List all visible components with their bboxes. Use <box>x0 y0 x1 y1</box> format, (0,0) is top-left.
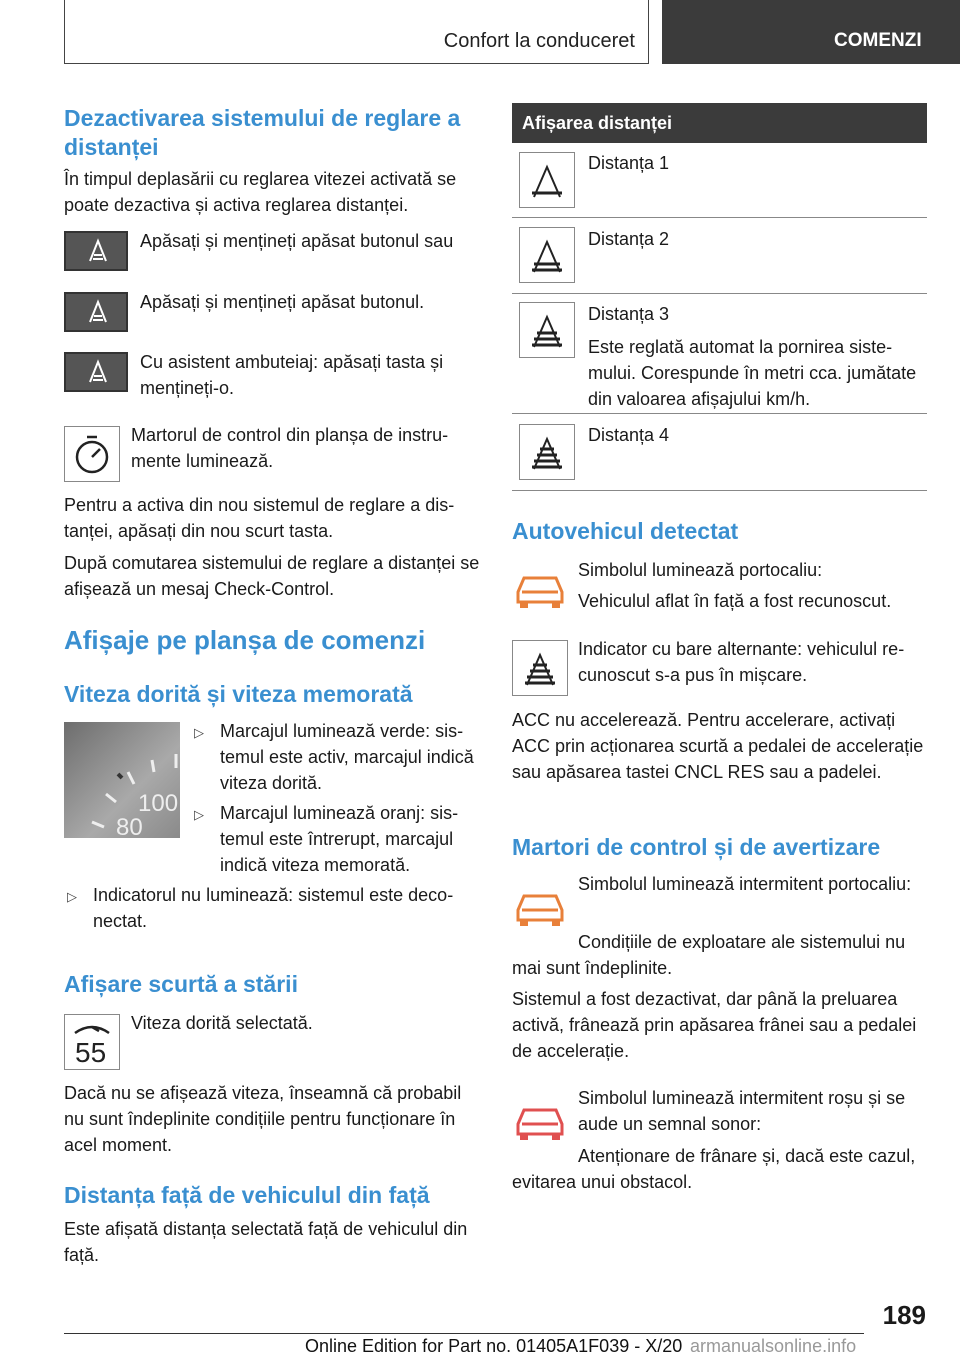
bullet-green: ▷ Marcajul luminează verde: sistemul este activ, marcajul indică viteza dorită. <box>220 718 480 796</box>
distance-3-desc: Este reglată automat la pornirea sistemului. Corespunde în metri cca. jumătate din valoarea afișajului km/h. <box>588 337 917 409</box>
header-section-title: Confort la conduceret <box>443 30 635 52</box>
text-button-1: Apăsați și mențineți apăsat butonul sau <box>140 231 454 251</box>
text-detected-2: Indicator cu bare alternante: vehiculul recunoscut s-a pus în mișcare. <box>578 639 905 685</box>
page-number: 189 <box>882 1300 926 1330</box>
distance-button-icon <box>64 231 128 271</box>
text-warning-1a: Simbolul luminează intermitent portocaliu: <box>578 874 912 894</box>
text-deactivate: În timpul deplasării cu reglarea vitezei activată se poate dezactiva și activa reglarea distanței. <box>64 169 457 215</box>
text-warning-2a: Simbolul luminează intermitent roșu și se aude un semnal sonor: <box>578 1088 906 1134</box>
header-tab <box>662 0 960 64</box>
footer-divider <box>64 1333 864 1334</box>
table-title: Afișarea distanței <box>522 113 673 133</box>
gauge-label-100: 100 <box>138 790 179 817</box>
heading-short-status: Afișare scurtă a stării <box>64 971 298 997</box>
table-divider <box>512 413 927 414</box>
gauge-label-80: 80 <box>116 814 143 838</box>
table-divider <box>512 217 927 218</box>
distance-3-icon <box>519 302 575 358</box>
text-detected-1b: Vehiculul aflat în față a fost recunoscut. <box>578 591 892 611</box>
table-divider <box>512 490 927 491</box>
bullet-off: ▷ Indicatorul nu luminează: sistemul este deconectat. <box>93 882 483 934</box>
text-lamp: Martorul de control din planșa de instrumente luminează. <box>131 425 449 471</box>
distance-1-label: Distanța 1 <box>588 153 670 173</box>
heading-gap: Distanța față de vehiculul din față <box>64 1182 430 1208</box>
distance-3-label: Distanța 3 <box>588 304 670 324</box>
text-acc: ACC nu accelerează. Pentru accelerare, activați ACC prin acționarea scurtă a pedalei de accelerație sau apăsarea tastei CNCL RES sau a padelei. <box>512 710 924 782</box>
heading-speed: Viteza dorită și viteza memorată <box>64 681 413 707</box>
text-reactivate: Pentru a activa din nou sistemul de reglare a distanței, apăsați din nou scurt tasta. <box>64 495 455 541</box>
distance-4-icon <box>519 424 575 480</box>
heading-deactivate: Dezactivarea sistemului de reglare a distanței <box>64 105 461 160</box>
distance-2-label: Distanța 2 <box>588 229 670 249</box>
distance-1-icon <box>519 152 575 208</box>
heading-detected: Autovehicul detectat <box>512 518 739 544</box>
text-check-control: După comutarea sistemului de reglare a distanței se afișează un mesaj Check-Control. <box>64 553 480 599</box>
text-system: Sistemul a fost dezactivat, dar până la preluarea activă, frânează prin apăsarea frânei sau a pedalei de accelerație. <box>512 989 917 1061</box>
set-speed-value: 55 <box>75 1037 107 1068</box>
text-short-status: Viteza dorită selectată. <box>131 1013 313 1033</box>
vehicle-orange-icon <box>512 560 568 610</box>
traffic-jam-assist-button-icon <box>64 352 128 392</box>
speedometer-image <box>64 722 180 838</box>
vehicle-orange-icon <box>512 878 568 928</box>
cruise-control-lamp-icon <box>64 426 120 482</box>
vehicle-moving-icon <box>512 640 568 696</box>
table-divider <box>512 293 927 294</box>
text-no-speed: Dacă nu se afișează viteza, înseamnă că probabil nu sunt îndeplinite condițiile pentru funcționare în acel moment. <box>64 1083 462 1155</box>
distance-2-icon <box>519 227 575 283</box>
heading-warning: Martori de control și de avertizare <box>512 834 881 860</box>
footer-edition: Online Edition for Part no. 01405A1F039 - X/20 <box>305 1336 683 1356</box>
text-button-2: Apăsați și mențineți apăsat butonul. <box>140 292 425 312</box>
bullet-orange: ▷ Marcajul luminează oranj: sistemul este întrerupt, marcajul indică viteza memorată. <box>220 800 480 878</box>
text-gap: Este afișată distanța selectată față de vehiculul din față. <box>64 1219 468 1265</box>
footer-watermark: armanualsonline.info <box>690 1336 857 1356</box>
text-warning-1b: Condițiile de exploatare ale sistemului nu mai sunt îndeplinite. <box>512 932 906 978</box>
header-tab-label: COMENZI <box>834 30 922 51</box>
text-button-3: Cu asistent ambuteiaj: apăsați tasta și mențineți-o. <box>140 352 444 398</box>
distance-4-label: Distanța 4 <box>588 425 670 445</box>
heading-display: Afișaje pe planșa de comenzi <box>64 625 426 655</box>
text-detected-1a: Simbolul luminează portocaliu: <box>578 560 823 580</box>
distance-button-icon <box>64 292 128 332</box>
set-speed-icon <box>64 1014 120 1070</box>
table-header <box>512 103 927 143</box>
vehicle-red-icon <box>512 1092 568 1142</box>
text-warning-2b: Atenționare de frânare și, dacă este cazul, evitarea unui obstacol. <box>512 1146 916 1192</box>
